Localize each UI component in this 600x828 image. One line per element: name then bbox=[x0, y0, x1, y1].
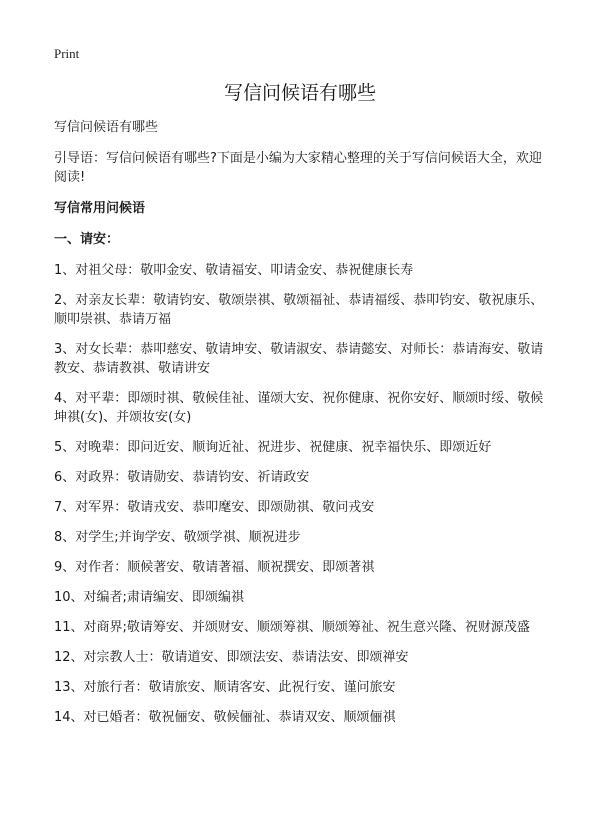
page-title: 写信问候语有哪些 bbox=[223, 82, 376, 104]
list-item: 8、对学生;并询学安、敬颂学祺、顺祝进步 bbox=[54, 530, 301, 545]
list-item: 6、对政界：敬请勋安、恭请钧安、祈请政安 bbox=[54, 470, 310, 485]
sub-heading: 一、请安： bbox=[54, 232, 120, 247]
list-item: 12、对宗教人士：敬请道安、即颂法安、恭请法安、即颂禅安 bbox=[54, 650, 409, 665]
article-subtitle: 写信问候语有哪些 bbox=[54, 120, 159, 135]
list-item: 2、对亲友长辈：敬请钧安、敬颂崇祺、敬颂福祉、恭请福绥、恭叩钧安、敬祝康乐、顺叩崇祺、恭请万福 bbox=[54, 293, 544, 327]
list-item: 11、对商界;敬请筹安、并颂财安、顺颂筹祺、顺颂筹祉、祝生意兴隆、祝财源茂盛 bbox=[54, 620, 530, 635]
intro-paragraph: 引导语：写信问候语有哪些?下面是小编为大家精心整理的关于写信问候语大全，欢迎阅读! bbox=[54, 151, 542, 185]
list-item: 13、对旅行者：敬请旅安、顺请客安、此祝行安、谨问旅安 bbox=[54, 680, 396, 695]
list-item: 5、对晚辈：即问近安、顺询近祉、祝进步、祝健康、祝幸福快乐、即颂近好 bbox=[54, 440, 492, 455]
print-link[interactable]: Print bbox=[54, 46, 80, 61]
list-item: 9、对作者：顺候著安、敬请著福、顺祝撰安、即颂著祺 bbox=[54, 560, 375, 575]
list-item: 7、对军界：敬请戎安、恭叩麾安、即颂勋祺、敬问戎安 bbox=[54, 500, 375, 515]
list-item: 14、对已婚者：敬祝俪安、敬候俪祉、恭请双安、顺颂俪祺 bbox=[54, 710, 396, 725]
list-item: 3、对女长辈：恭叩慈安、敬请坤安、敬请淑安、恭请懿安、对师长：恭请海安、敬请教安、恭请教祺、敬请讲安 bbox=[54, 342, 544, 376]
section-heading: 写信常用问候语 bbox=[54, 201, 146, 216]
article-body bbox=[54, 118, 548, 738]
list-item: 1、对祖父母：敬叩金安、敬请福安、叩请金安、恭祝健康长寿 bbox=[54, 263, 414, 278]
list-item: 10、对编者;肃请编安、即颂编祺 bbox=[54, 590, 244, 605]
list-item: 4、对平辈：即颂时祺、敬候佳祉、谨颂大安、祝你健康、祝你安好、顺颂时绥、敬候坤祺(女)、并颂妆安(女) bbox=[54, 391, 544, 425]
